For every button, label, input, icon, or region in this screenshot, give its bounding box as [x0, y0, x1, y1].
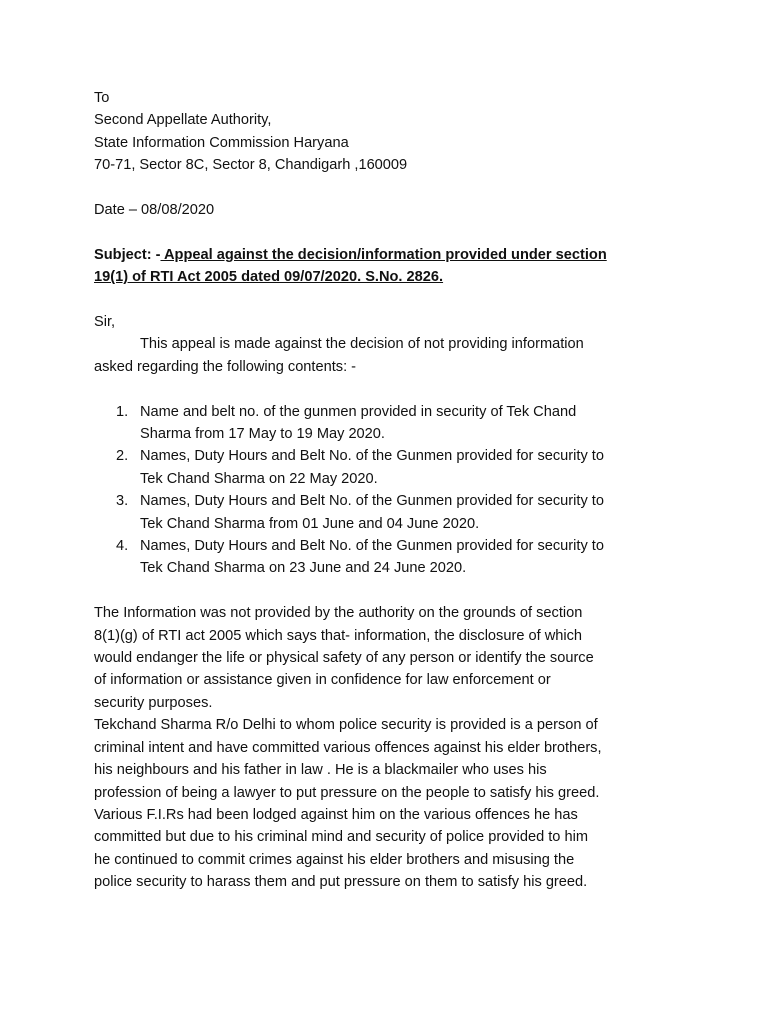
spacer: [94, 580, 674, 602]
subject-label: Subject: -: [94, 246, 161, 263]
list-item-number: 1.: [116, 403, 129, 420]
spacer: [94, 378, 674, 400]
date-line: Date – 08/08/2020: [94, 202, 215, 219]
salutation: Sir,: [94, 314, 116, 331]
list-item: [94, 535, 674, 580]
paragraph-line: committed but due to his criminal mind and security of police provided to him: [94, 829, 588, 846]
paragraph-line: his neighbours and his father in law . He is a blackmailer who uses his: [94, 762, 547, 779]
subject-line-2: [94, 266, 674, 288]
list-item-text: Names, Duty Hours and Belt No. of the Gunmen provided for security to: [140, 538, 604, 555]
to-line: To: [94, 90, 110, 106]
address-line-3: 70-71, Sector 8C, Sector 8, Chandigarh ,160009: [94, 157, 408, 174]
background-paragraph: [94, 714, 674, 893]
paragraph-line: profession of being a lawyer to put pressure on the people to satisfy his greed.: [94, 784, 600, 801]
list-item-text: Tek Chand Sharma from 01 June and 04 June 2020.: [140, 515, 480, 532]
intro-line-1: This appeal is made against the decision of not providing information: [140, 336, 584, 353]
spacer: [94, 289, 674, 311]
list-item-number: 3.: [116, 493, 129, 510]
paragraph-line: The Information was not provided by the authority on the grounds of section: [94, 605, 583, 622]
list-item: [94, 490, 674, 535]
paragraph-line: he continued to commit crimes against his elder brothers and misusing the: [94, 851, 575, 868]
paragraph-line: of information or assistance given in confidence for law enforcement or: [94, 672, 551, 689]
list-item-text: Names, Duty Hours and Belt No. of the Gunmen provided for security to: [140, 448, 604, 465]
paragraph-line: criminal intent and have committed various offences against his elder brothers,: [94, 739, 602, 756]
paragraph-line: police security to harass them and put pressure on them to satisfy his greed.: [94, 874, 588, 891]
paragraph-line: would endanger the life or physical safety of any person or identify the source: [94, 650, 594, 667]
list-item-text: Tek Chand Sharma on 23 June and 24 June 2020.: [140, 560, 467, 577]
spacer: [94, 221, 674, 243]
list-item-text: Name and belt no. of the gunmen provided in security of Tek Chand: [140, 403, 577, 420]
grounds-paragraph: [94, 602, 674, 714]
list-item-text: Names, Duty Hours and Belt No. of the Gunmen provided for security to: [140, 493, 604, 510]
paragraph-line: Tekchand Sharma R/o Delhi to whom police security is provided is a person of: [94, 717, 598, 734]
paragraph-line: 8(1)(g) of RTI act 2005 which says that- information, the disclosure of which: [94, 627, 583, 644]
paragraph-line: Various F.I.Rs had been lodged against him on the various offences he has: [94, 806, 578, 823]
subject-line-1: [94, 244, 674, 266]
letter-body: [94, 87, 674, 894]
address-line-2: State Information Commission Haryana: [94, 134, 349, 151]
address-line-1: Second Appellate Authority,: [94, 112, 272, 129]
paragraph-line: security purposes.: [94, 694, 213, 711]
intro-line-2: asked regarding the following contents: -: [94, 358, 357, 375]
contents-list: [94, 401, 674, 580]
list-item-number: 4.: [116, 538, 129, 555]
list-item: [94, 445, 674, 490]
subject-text-1: Appeal against the decision/information provided under section: [160, 246, 607, 263]
list-item-text: Sharma from 17 May to 19 May 2020.: [140, 426, 385, 443]
list-item: [94, 401, 674, 446]
spacer: [94, 177, 674, 199]
subject-text-2: 19(1) of RTI Act 2005 dated 09/07/2020. S.No. 2826.: [94, 269, 444, 286]
list-item-number: 2.: [116, 448, 129, 465]
list-item-text: Tek Chand Sharma on 22 May 2020.: [140, 470, 378, 487]
